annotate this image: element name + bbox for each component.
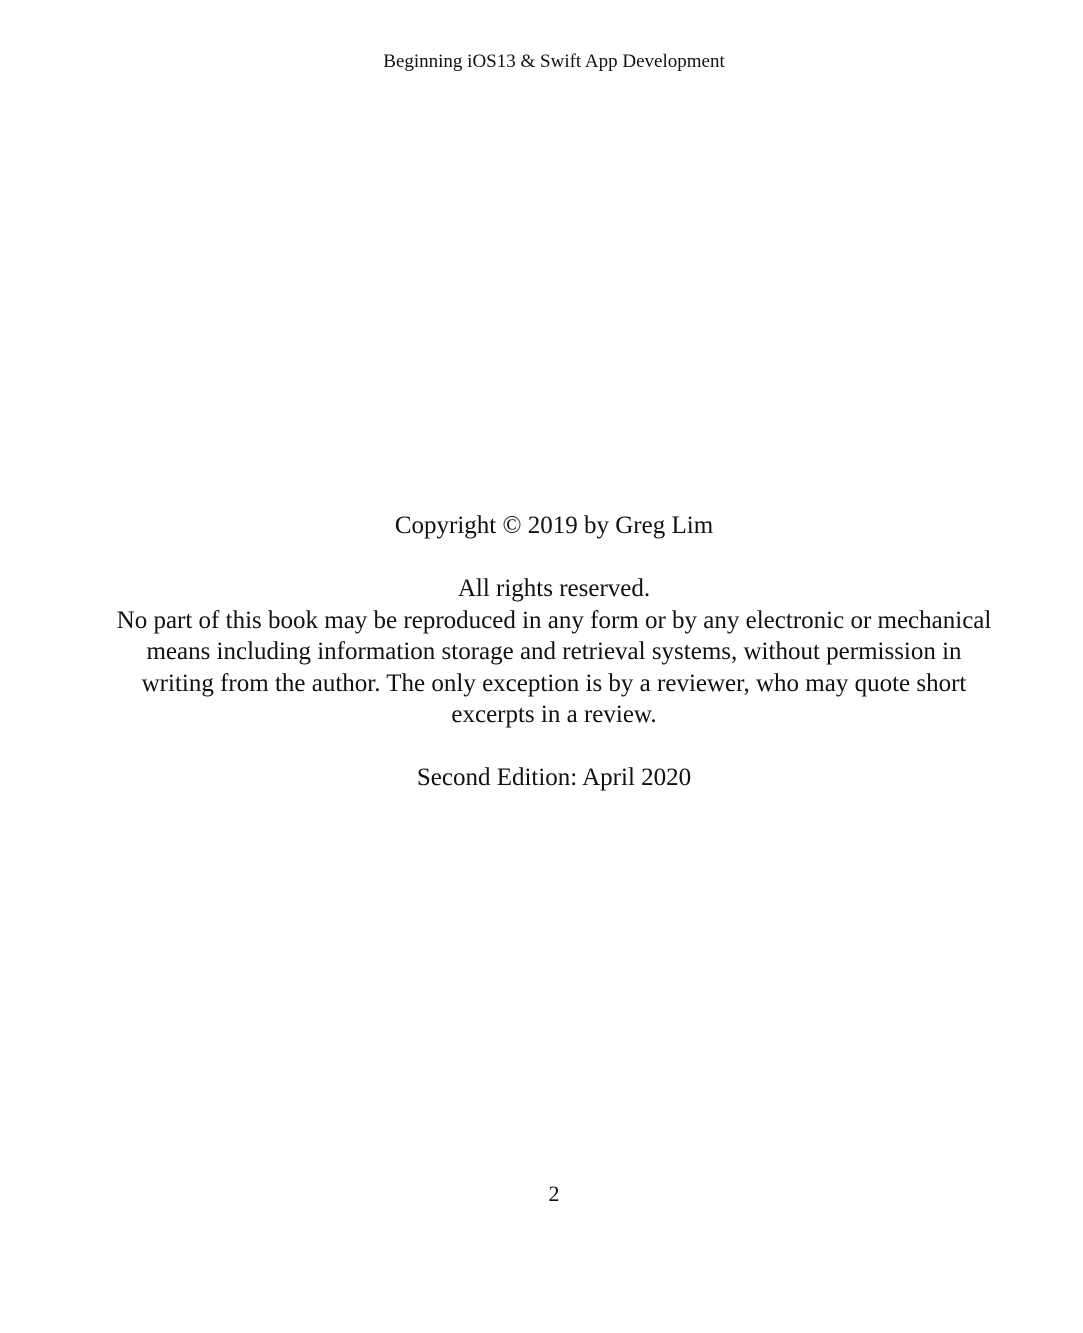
page-number: 2 (548, 1181, 560, 1206)
running-header-title: Beginning iOS13 & Swift App Development (383, 51, 725, 72)
edition-line: Second Edition: April 2020 (416, 764, 692, 791)
copyright-block (0, 510, 1083, 794)
rights-reserved: All rights reserved. (457, 575, 651, 602)
copyright-line: Copyright © 2019 by Greg Lim (394, 512, 714, 539)
legal-notice: No part of this book may be reproduced in any form or by any electronic or mechanical means including information storage and retrieval systems, without permission in writing from the author. The only exception is by a reviewer, who may quote short excerpts in a review. (116, 606, 992, 728)
